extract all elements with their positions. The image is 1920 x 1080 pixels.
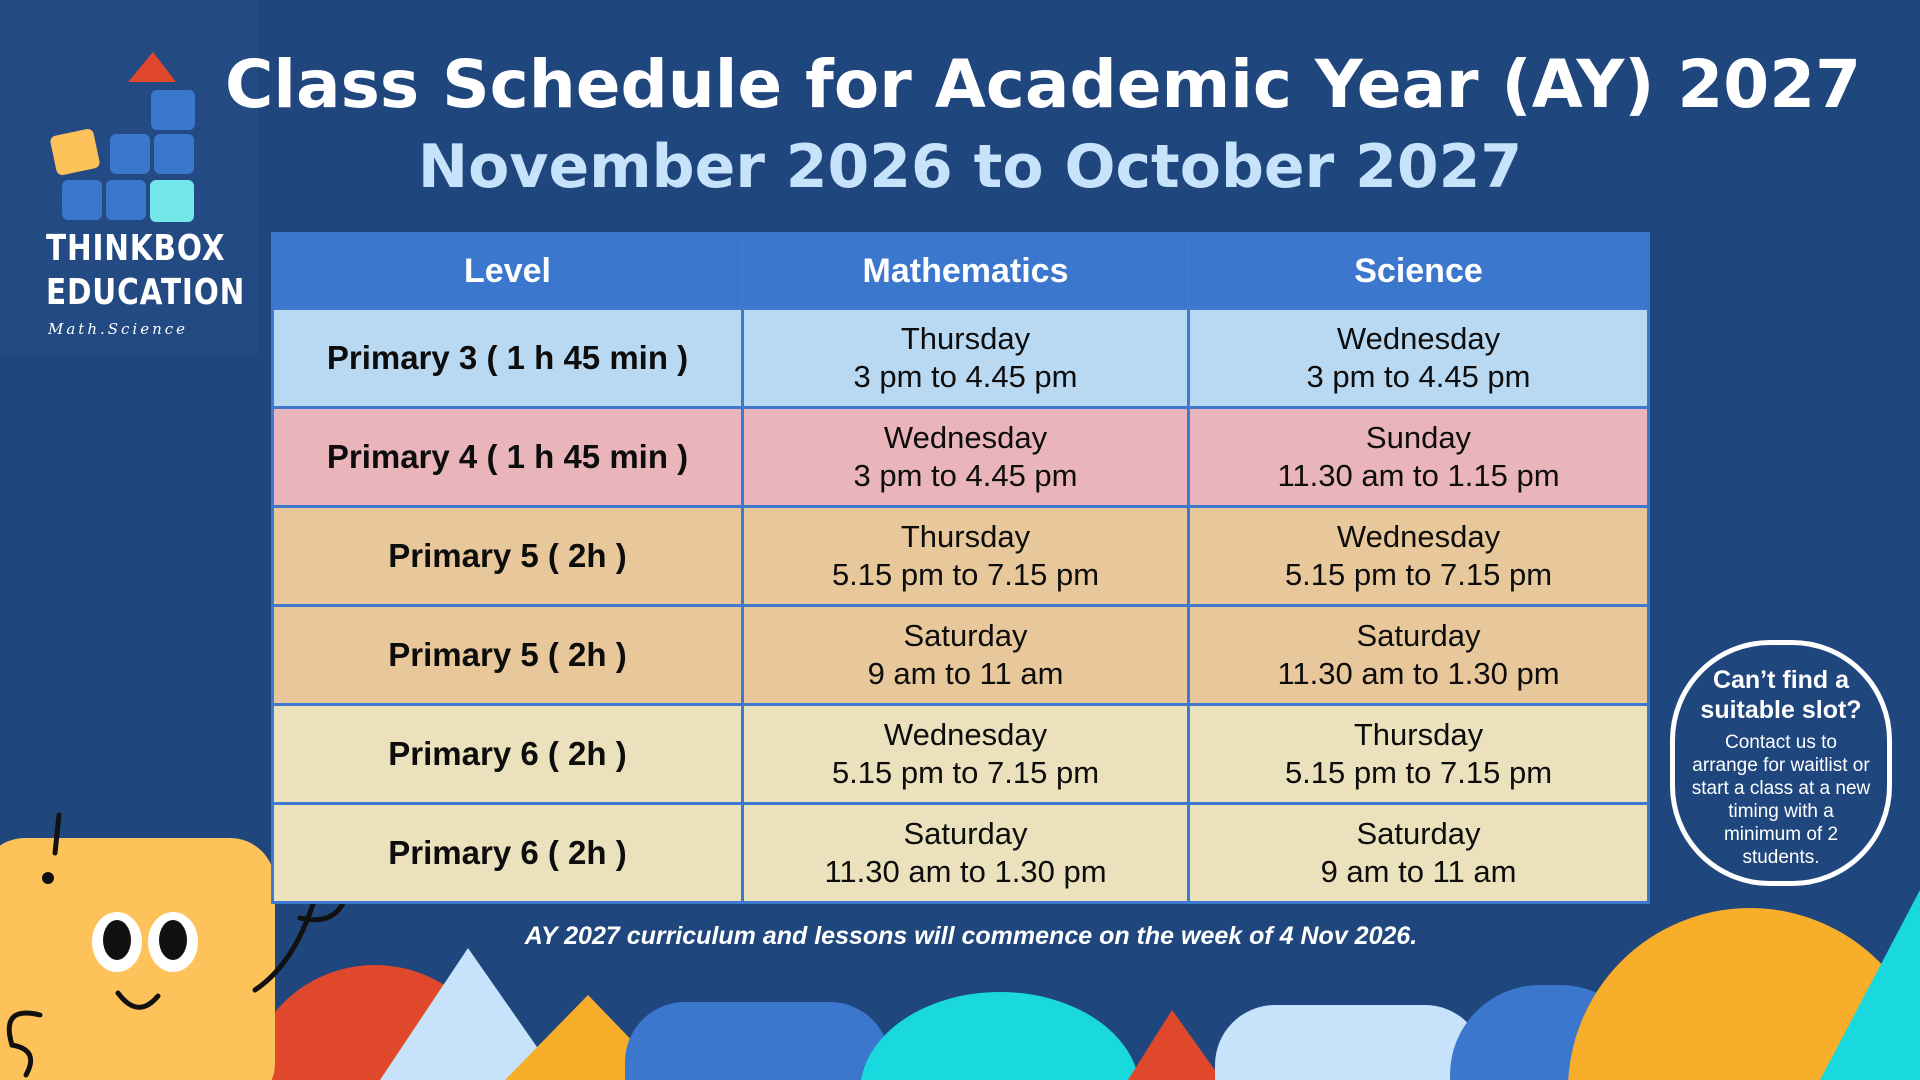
table-row [273, 705, 1649, 804]
level-cell: Primary 4 ( 1 h 45 min ) [273, 408, 743, 507]
math-day: Thursday [900, 321, 1031, 356]
level-cell: Primary 5 ( 2h ) [273, 507, 743, 606]
logo-tagline: Math.Science [48, 320, 189, 338]
science-time: 5.15 pm to 7.15 pm [1284, 557, 1553, 592]
math-time: 5.15 pm to 7.15 pm [831, 755, 1100, 790]
science-day: Sunday [1365, 420, 1472, 455]
science-day: Saturday [1356, 618, 1481, 653]
bubble-body: Contact us to arrange for waitlist or start a class at a new timing with a minimum of 2 students. [1691, 732, 1871, 868]
math-day: Saturday [903, 816, 1028, 851]
logo-name-line1: THINKBOX [46, 228, 226, 269]
level-cell: Primary 5 ( 2h ) [273, 606, 743, 705]
column-header-mathematics: Mathematics [743, 234, 1189, 309]
level-cell: Primary 3 ( 1 h 45 min ) [273, 309, 743, 408]
building-blocks-icon [48, 52, 208, 227]
science-cell [1189, 705, 1649, 804]
table-row [273, 804, 1649, 903]
science-cell [1189, 408, 1649, 507]
column-header-level: Level [273, 234, 743, 309]
math-cell [743, 705, 1189, 804]
contact-bubble [1670, 640, 1892, 886]
table-row [273, 309, 1649, 408]
schedule-table [271, 232, 1650, 904]
math-cell [743, 408, 1189, 507]
science-cell [1189, 606, 1649, 705]
math-time: 3 pm to 4.45 pm [853, 458, 1078, 493]
science-day: Saturday [1356, 816, 1481, 851]
table-header-row [273, 234, 1649, 309]
science-cell [1189, 507, 1649, 606]
table-row [273, 408, 1649, 507]
science-time: 11.30 am to 1.30 pm [1277, 656, 1560, 691]
page-subtitle: November 2026 to October 2027 [417, 132, 1523, 202]
math-time: 11.30 am to 1.30 pm [824, 854, 1107, 889]
level-cell: Primary 6 ( 2h ) [273, 804, 743, 903]
level-cell: Primary 6 ( 2h ) [273, 705, 743, 804]
math-cell [743, 309, 1189, 408]
science-day: Wednesday [1336, 519, 1501, 554]
math-time: 5.15 pm to 7.15 pm [831, 557, 1100, 592]
science-time: 5.15 pm to 7.15 pm [1284, 755, 1553, 790]
math-cell [743, 804, 1189, 903]
math-cell [743, 606, 1189, 705]
logo [0, 0, 258, 355]
math-cell [743, 507, 1189, 606]
column-header-science: Science [1189, 234, 1649, 309]
commencement-note: AY 2027 curriculum and lessons will commence on the week of 4 Nov 2026. [524, 922, 1418, 950]
math-day: Wednesday [883, 420, 1048, 455]
page-title: Class Schedule for Academic Year (AY) 2027 [225, 46, 1862, 123]
logo-name-line2: EDUCATION [46, 272, 246, 313]
math-day: Saturday [903, 618, 1028, 653]
science-cell [1189, 804, 1649, 903]
science-time: 3 pm to 4.45 pm [1306, 359, 1531, 394]
bubble-title: Can’t find a suitable slot? [1700, 666, 1862, 724]
math-day: Thursday [900, 519, 1031, 554]
table-row [273, 507, 1649, 606]
math-time: 9 am to 11 am [867, 656, 1064, 691]
science-cell [1189, 309, 1649, 408]
math-time: 3 pm to 4.45 pm [853, 359, 1078, 394]
science-time: 11.30 am to 1.15 pm [1277, 458, 1560, 493]
math-day: Wednesday [883, 717, 1048, 752]
science-day: Wednesday [1336, 321, 1501, 356]
table-row [273, 606, 1649, 705]
science-time: 9 am to 11 am [1320, 854, 1517, 889]
science-day: Thursday [1353, 717, 1484, 752]
